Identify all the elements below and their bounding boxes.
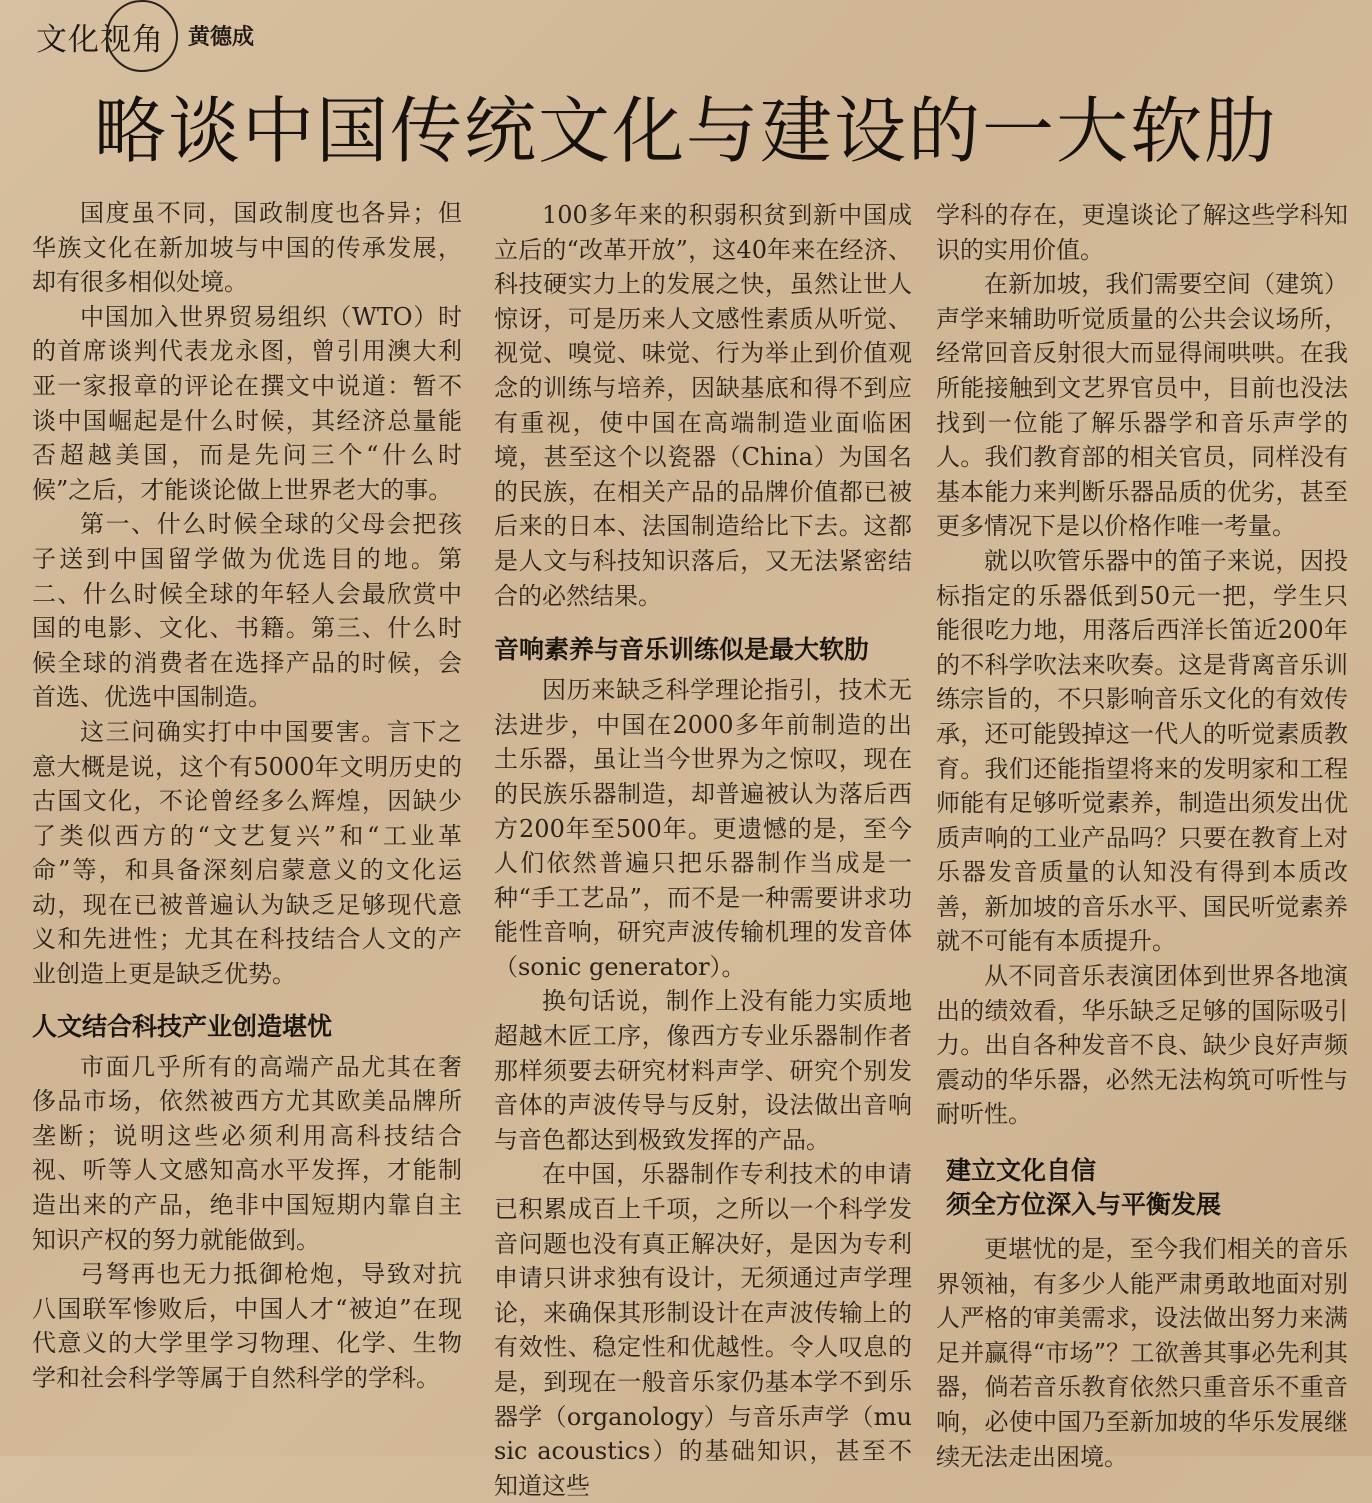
paragraph: 这三问确实打中中国要害。言下之意大概是说，这个有5000年文明历史的古国文化，不论曾经多么辉煌，因缺少了类似西方的“文艺复兴”和“工业革命”等，和具备深刻启蒙意义的文化运动，现在已被普遍认为缺乏足够现代意义和先进性；尤其在科技结合人文的产业创造上更是缺乏优势。 (32, 717, 462, 989)
paragraph: 就以吹管乐器中的笛子来说，因投标指定的乐器低到50元一把，学生只能很吃力地，用落后西洋长笛近200年的不科学吹法来吹奏。这是背离音乐训练宗旨的，不只影响音乐文化的有效传承，还可能毁掉这一代人的听觉素质教育。我们还能指望将来的发明家和工程师能有足够听觉素养，制造出须发出优质声响的工业产品吗？只要在教育上对乐器发音质量的认知没有得到本质改善，新加坡的音乐水平、国民听觉素养就不可能有本质提升。 (936, 546, 1348, 956)
subheading-line-2: 须全方位深入与平衡发展 (946, 1190, 1222, 1220)
paragraph: 中国加入世界贸易组织（WTO）时的首席谈判代表龙永图，曾引用澳大利亚一家报章的评论在撰文中说道：暂不谈中国崛起是什么时候，其经济总量能否超越美国，而是先问三个“什么时候”之后，才能谈论做上世界老大的事。 (32, 302, 462, 504)
column-label (28, 12, 166, 59)
article-column-2 (494, 198, 912, 1503)
author-name: 黄德成 (188, 25, 255, 50)
column-header (28, 12, 254, 59)
paragraph: 在中国，乐器制作专利技术的申请已积累成百上千项，之所以一个科学发音问题也没有真正解决好，是因为专利申请只讲求独有设计，无须通过声学理论，来确保其形制设计在声波传输上的有效性、稳定性和优越性。令人叹息的是，到现在一般音乐家仍基本学不到乐器学（organology）与音乐声学（music acoustics）的基础知识，甚至不知道这些 (494, 1160, 912, 1500)
paragraph: 100多年来的积弱积贫到新中国成立后的“改革开放”，这40年来在经济、科技硬实力上的发展之快，虽然让世人惊讶，可是历来人文感性素质从听觉、视觉、嗅觉、味觉、行为举止到价值观念的训练与培养，因缺基底和得不到应有重视，使中国在高端制造业面临困境，甚至这个以瓷器（China）为国名的民族，在相关产品的品牌价值都已被后来的日本、法国制造给比下去。这都是人文与科技知识落后，又无法紧密结合的必然结果。 (494, 201, 912, 610)
paragraph: 因历来缺乏科学理论指引，技术无法进步，中国在2000多年前制造的出土乐器，虽让当今世界为之惊叹，现在的民族乐器制造，却普遍被认为落后西方200年至500年。更遗憾的是，至今人们依然普遍只把乐器制作当成是一种“手工艺品”，而不是一种需要讲求功能性音响，研究声波传输机理的发音体（sonic generator）。 (494, 676, 912, 981)
paragraph: 从不同音乐表演团体到世界各地演出的绩效看，华乐缺乏足够的国际吸引力。出自各种发音不良、缺少良好声频震动的华乐器，必然无法构筑可听性与耐听性。 (936, 962, 1348, 1129)
paragraph: 换句话说，制作上没有能力实质地超越木匠工序，像西方专业乐器制作者那样须要去研究材料声学、研究个别发音体的声波传导与反射，设法做出音响与音色都达到极致发挥的产品。 (494, 987, 912, 1154)
column-label-text: 文化视角 (36, 22, 164, 58)
paragraph: 第一、什么时候全球的父母会把孩子送到中国留学做为优选目的地。第二、什么时候全球的年轻人会最欣赏中国的电影、文化、书籍。第三、什么时候全球的消费者在选择产品的时候，会首选、优选中国制造。 (32, 510, 462, 712)
paragraph: 市面几乎所有的高端产品尤其在奢侈品市场，依然被西方尤其欧美品牌所垄断；说明这些必须利用高科技结合视、听等人文感知高水平发挥，才能制造出来的产品，绝非中国短期内靠自主知识产权的努力就能做到。 (32, 1052, 462, 1254)
section-subheading: 人文结合科技产业创造堪忧 (32, 1011, 333, 1041)
article-column-3 (936, 198, 1348, 1474)
subheading-line-1: 建立文化自信 (946, 1156, 1097, 1186)
paragraph: 国度虽不同，国政制度也各异；但华族文化在新加坡与中国的传承发展，却有很多相似处境。 (32, 199, 462, 297)
paragraph: 更堪忧的是，至今我们相关的音乐界领袖，有多少人能严肃勇敢地面对别人严格的审美需求，设法做出努力来满足并赢得“市场”？工欲善其事必先利其器，倘若音乐教育依然只重音乐不重音响，必使中国乃至新加坡的华乐发展继续无法走出困境。 (936, 1235, 1348, 1471)
paragraph-continued: 学科的存在，更遑谈论了解这些学科知识的实用价值。 (936, 201, 1348, 264)
article-headline: 略谈中国传统文化与建设的一大软肋 (93, 89, 1278, 173)
section-subheading: 音响素养与音乐训练似是最大软肋 (494, 635, 870, 665)
paragraph: 在新加坡，我们需要空间（建筑）声学来辅助听觉质量的公共会议场所，经常回音反射很大而显得闹哄哄。在我所能接触到文艺界官员中，目前也没法找到一位能了解乐器学和音乐声学的人。我们教育部的相关官员，同样没有基本能力来判断乐器品质的优劣，甚至更多情况下是以价格作唯一考量。 (936, 270, 1348, 541)
section-subheading (946, 1154, 1348, 1222)
article-column-1 (32, 196, 462, 1396)
paragraph: 弓弩再也无力抵御枪炮，导致对抗八国联军惨败后，中国人才“被迫”在现代意义的大学里学习物理、化学、生物学和社会科学等属于自然科学的学科。 (32, 1260, 462, 1392)
column-label-circle (106, 0, 178, 72)
